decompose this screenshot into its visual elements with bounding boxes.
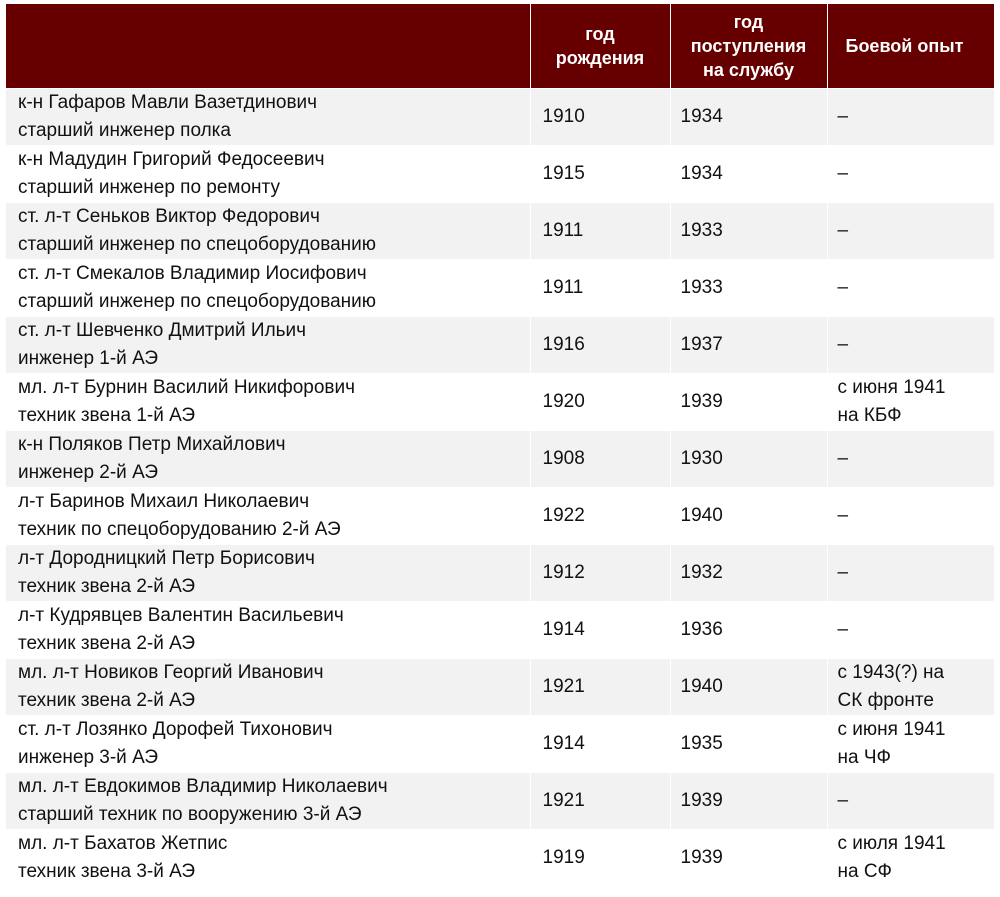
header-service-year	[670, 4, 827, 89]
service-year-cell: 1934	[670, 89, 827, 146]
birth-year-cell: 1914	[530, 602, 670, 659]
service-year-cell: 1939	[670, 830, 827, 887]
birth-year-cell: 1921	[530, 773, 670, 830]
person-cell	[6, 146, 530, 203]
person-name: к-н Мадудин Григорий Федосеевич	[18, 149, 325, 170]
person-position: техник звена 3-й АЭ	[18, 861, 196, 882]
person-name: ст. л-т Сеньков Виктор Федорович	[18, 206, 320, 227]
combat-experience-cell	[827, 374, 994, 431]
header-combat-experience	[827, 4, 994, 89]
combat-experience-line: на КБФ	[837, 405, 902, 426]
header-birth-year-line: год	[585, 24, 615, 44]
service-year-cell: 1939	[670, 374, 827, 431]
service-year-cell: 1936	[670, 602, 827, 659]
person-cell	[6, 203, 530, 260]
person-position: старший инженер по ремонту	[18, 177, 280, 198]
birth-year-cell: 1914	[530, 716, 670, 773]
person-position: инженер 3-й АЭ	[18, 747, 158, 768]
birth-year-cell: 1919	[530, 830, 670, 887]
combat-experience-cell	[827, 146, 994, 203]
birth-year-cell: 1911	[530, 203, 670, 260]
combat-experience-line: –	[837, 790, 849, 811]
person-position: инженер 2-й АЭ	[18, 462, 158, 483]
person-cell	[6, 659, 530, 716]
person-position: инженер 1-й АЭ	[18, 348, 158, 369]
combat-experience-cell	[827, 830, 994, 887]
combat-experience-cell	[827, 203, 994, 260]
service-year-cell: 1930	[670, 431, 827, 488]
birth-year-cell: 1910	[530, 89, 670, 146]
personnel-table-container	[6, 4, 994, 886]
birth-year-cell: 1921	[530, 659, 670, 716]
service-year-cell: 1940	[670, 488, 827, 545]
birth-year-cell: 1915	[530, 146, 670, 203]
combat-experience-line: –	[837, 277, 849, 298]
header-combat-experience-line: Боевой опыт	[845, 36, 964, 56]
combat-experience-line: –	[837, 106, 849, 127]
combat-experience-cell	[827, 431, 994, 488]
person-cell	[6, 830, 530, 887]
person-name: мл. л-т Евдокимов Владимир Николаевич	[18, 776, 388, 797]
combat-experience-cell	[827, 260, 994, 317]
table-row	[6, 146, 994, 203]
person-name: к-н Поляков Петр Михайлович	[18, 434, 286, 455]
header-birth-year-line: рождения	[555, 48, 645, 68]
person-position: старший инженер по спецоборудованию	[18, 234, 377, 255]
table-row	[6, 260, 994, 317]
person-cell	[6, 545, 530, 602]
person-position: техник звена 2-й АЭ	[18, 576, 196, 597]
combat-experience-line: –	[837, 562, 849, 583]
combat-experience-cell	[827, 545, 994, 602]
combat-experience-line: –	[837, 505, 849, 526]
person-cell	[6, 431, 530, 488]
combat-experience-line: с июня 1941	[837, 377, 946, 398]
person-name: л-т Дородницкий Петр Борисович	[18, 548, 315, 569]
birth-year-cell: 1912	[530, 545, 670, 602]
person-cell	[6, 317, 530, 374]
combat-experience-line: с 1943(?) на	[837, 662, 945, 683]
service-year-cell: 1940	[670, 659, 827, 716]
person-name: ст. л-т Лозянко Дорофей Тихонович	[18, 719, 333, 740]
combat-experience-cell	[827, 716, 994, 773]
table-row	[6, 716, 994, 773]
table-header	[6, 4, 994, 89]
birth-year-cell: 1922	[530, 488, 670, 545]
combat-experience-line: –	[837, 163, 849, 184]
table-row	[6, 773, 994, 830]
table-row	[6, 317, 994, 374]
person-position: техник звена 2-й АЭ	[18, 690, 196, 711]
service-year-cell: 1937	[670, 317, 827, 374]
table-row	[6, 89, 994, 146]
header-service-year-line: год	[733, 12, 764, 32]
person-position: старший инженер по спецоборудованию	[18, 291, 377, 312]
table-body	[6, 89, 994, 887]
combat-experience-cell	[827, 773, 994, 830]
table-row	[6, 431, 994, 488]
personnel-table	[6, 4, 994, 886]
header-service-year-line: на службу	[703, 60, 794, 80]
service-year-cell: 1933	[670, 203, 827, 260]
combat-experience-line: –	[837, 334, 849, 355]
person-cell	[6, 488, 530, 545]
table-row	[6, 374, 994, 431]
person-name: л-т Баринов Михаил Николаевич	[18, 491, 310, 512]
person-cell	[6, 89, 530, 146]
birth-year-cell: 1920	[530, 374, 670, 431]
combat-experience-line: –	[837, 220, 849, 241]
person-cell	[6, 716, 530, 773]
person-name: ст. л-т Смекалов Владимир Иосифович	[18, 263, 367, 284]
header-name-column	[6, 4, 530, 89]
combat-experience-line: –	[837, 619, 849, 640]
table-row	[6, 203, 994, 260]
person-name: л-т Кудрявцев Валентин Васильевич	[18, 605, 344, 626]
table-row	[6, 830, 994, 887]
header-service-year-line: поступления	[690, 36, 807, 56]
service-year-cell: 1935	[670, 716, 827, 773]
person-cell	[6, 260, 530, 317]
person-cell	[6, 374, 530, 431]
person-name: мл. л-т Бурнин Василий Никифорович	[18, 377, 356, 398]
header-birth-year	[530, 4, 670, 89]
combat-experience-line: с июня 1941	[837, 719, 946, 740]
table-row	[6, 659, 994, 716]
combat-experience-cell	[827, 602, 994, 659]
table-row	[6, 602, 994, 659]
service-year-cell: 1932	[670, 545, 827, 602]
birth-year-cell: 1908	[530, 431, 670, 488]
person-name: мл. л-т Бахатов Жетпис	[18, 833, 228, 854]
combat-experience-line: СК фронте	[837, 690, 934, 711]
combat-experience-line: на ЧФ	[837, 747, 891, 768]
person-name: мл. л-т Новиков Георгий Иванович	[18, 662, 324, 683]
person-cell	[6, 773, 530, 830]
table-row	[6, 545, 994, 602]
table-row	[6, 488, 994, 545]
person-cell	[6, 602, 530, 659]
combat-experience-cell	[827, 317, 994, 374]
person-position: старший инженер полка	[18, 120, 231, 141]
service-year-cell: 1934	[670, 146, 827, 203]
person-name: ст. л-т Шевченко Дмитрий Ильич	[18, 320, 307, 341]
person-position: техник звена 2-й АЭ	[18, 633, 196, 654]
combat-experience-cell	[827, 488, 994, 545]
person-position: старший техник по вооружению 3-й АЭ	[18, 804, 362, 825]
person-position: техник звена 1-й АЭ	[18, 405, 196, 426]
combat-experience-line: –	[837, 448, 849, 469]
service-year-cell: 1933	[670, 260, 827, 317]
service-year-cell: 1939	[670, 773, 827, 830]
combat-experience-line: с июля 1941	[837, 833, 946, 854]
combat-experience-line: на СФ	[837, 861, 893, 882]
combat-experience-cell	[827, 89, 994, 146]
person-name: к-н Гафаров Мавли Вазетдинович	[18, 92, 318, 113]
combat-experience-cell	[827, 659, 994, 716]
birth-year-cell: 1916	[530, 317, 670, 374]
birth-year-cell: 1911	[530, 260, 670, 317]
person-position: техник по спецоборудованию 2-й АЭ	[18, 519, 341, 540]
